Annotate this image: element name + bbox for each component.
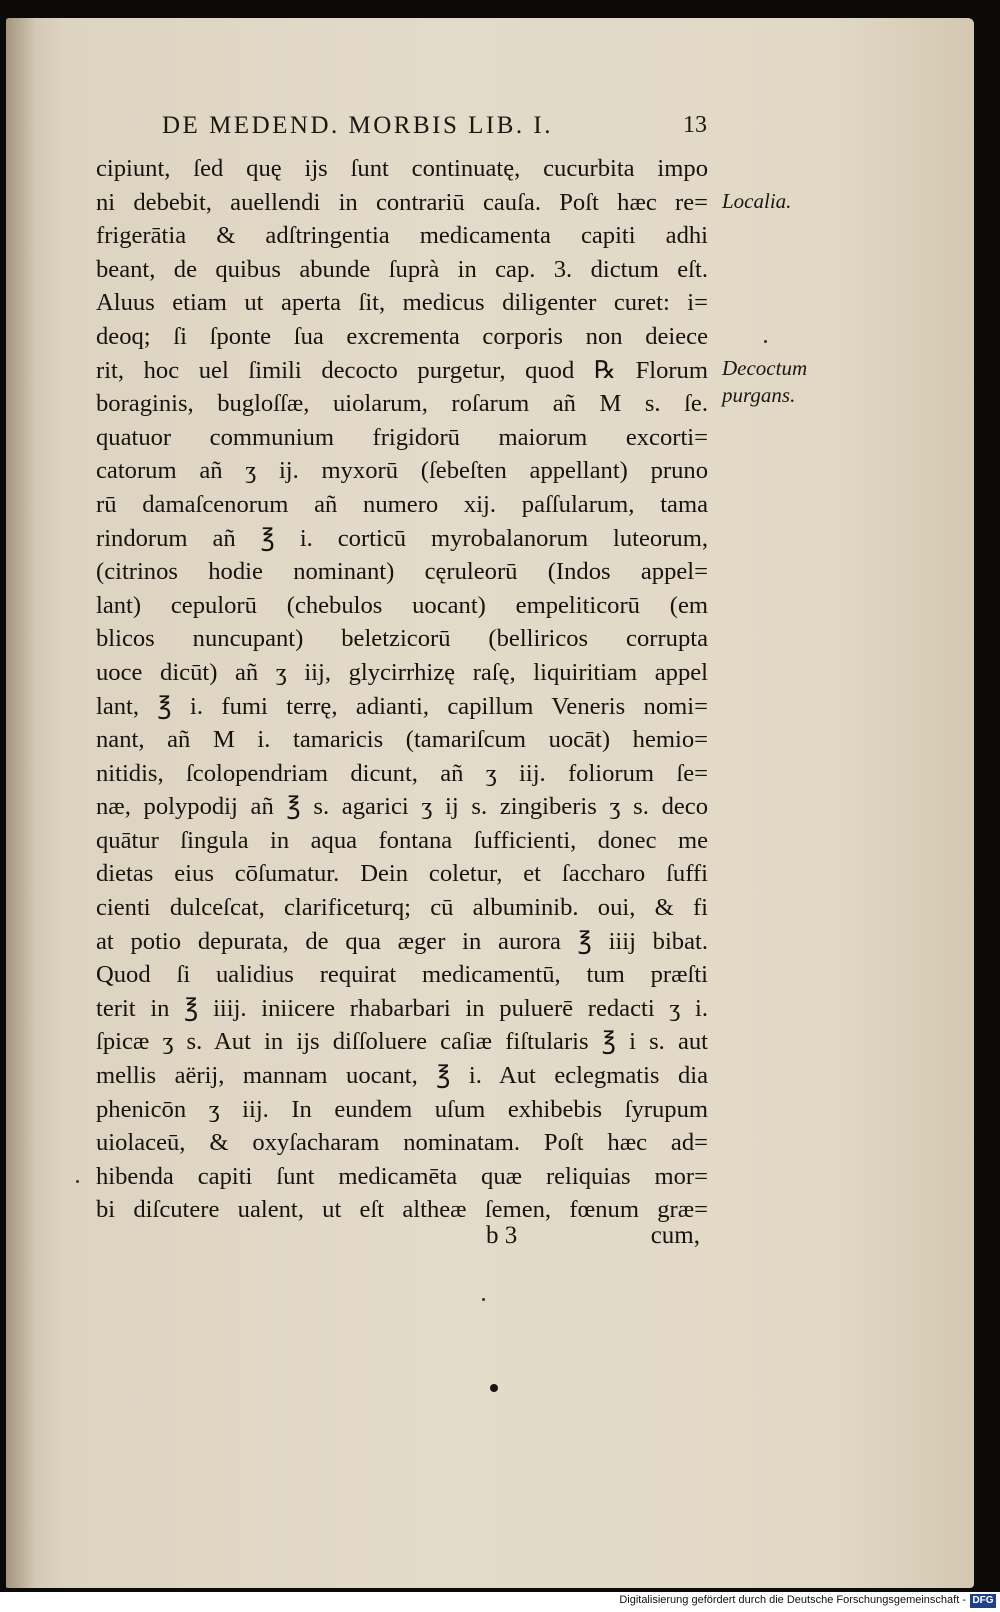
text-line: rindorum añ ℥ i. corticū myrobalanorum luteorum,: [96, 524, 708, 552]
text-line: mellis aërij, mannam uocant, ℥ i. Aut eclegmatis dia: [96, 1062, 708, 1090]
text-line: at potio depurata, de qua æger in aurora ℥ iiij bibat.: [96, 927, 708, 955]
text-line: rū damaſcenorum añ numero xij. paſſularum, tama: [96, 490, 708, 518]
footer-credit: Digitalisierung gefördert durch die Deutsche Forschungsgemeinschaft -: [619, 1594, 966, 1606]
marginal-note-line: purgans.: [722, 383, 796, 407]
text-line: nant, añ M i. tamaricis (tamariſcum uocāt) hemio=: [96, 726, 708, 754]
text-line: blicos nuncupant) beletzicorū (belliricos corrupta: [96, 625, 708, 653]
text-line: lant) cepulorū (chebulos uocant) empeliticorū (em: [96, 591, 708, 619]
marginal-note-decoctum: [722, 355, 807, 409]
text-line: uoce dicūt) añ ʒ iij, glycirrhizę raſę, liquiritiam appel: [96, 658, 708, 686]
text-line: quātur ſingula in aqua fontana ſufficienti, donec me: [96, 826, 708, 854]
paper-speck: [482, 1298, 485, 1301]
text-line: (citrinos hodie nominant) cęruleorū (Indos appel=: [96, 558, 708, 586]
dfg-logo: DFG: [970, 1594, 996, 1608]
text-line: deoq; ſi ſponte ſua excrementa corporis non deiece: [96, 322, 708, 350]
text-line: rit, hoc uel ſimili decocto purgetur, quod ℞ Florum: [96, 356, 708, 384]
ink-dot: [490, 1384, 498, 1392]
text-line: cipiunt, ſed quę ijs ſunt continuatę, cucurbita impo: [96, 155, 708, 182]
text-line: cienti dulceſcat, clarificeturq; cū albuminib. oui, & fi: [96, 894, 708, 922]
text-line: hibenda capiti ſunt medicamēta quæ reliquias mor=: [96, 1162, 708, 1190]
text-line: Quod ſi ualidius requirat medicamentū, tum præſti: [96, 961, 708, 989]
catchword: cum,: [650, 1222, 700, 1249]
running-head: DE MEDEND. MORBIS LIB. I.: [162, 112, 553, 139]
gutter-shadow: [6, 18, 36, 1588]
text-line: boraginis, bugloſſæ, uiolarum, roſarum añ M s. ſe.: [96, 390, 708, 418]
text-line: frigerātia & adſtringentia medicamenta capiti adhi: [96, 222, 708, 250]
signature-mark: b 3: [486, 1222, 518, 1249]
text-line: quatuor communium frigidorū maiorum excorti=: [96, 423, 708, 451]
folio-number: 13: [683, 112, 707, 138]
paper-speck: [764, 340, 767, 343]
text-line: ni debebit, auellendi in contrariū cauſa. Poſt hæc re=: [96, 188, 708, 216]
text-line: Aluus etiam ut aperta ſit, medicus diligenter curet: i=: [96, 289, 708, 317]
text-line: næ, polypodij añ ℥ s. agarici ʒ ij s. zingiberis ʒ s. deco: [96, 793, 708, 821]
text-line: bi diſcutere ualent, ut eſt altheæ ſemen, fœnum græ=: [96, 1196, 708, 1224]
paper-speck: [76, 1180, 79, 1183]
text-line: terit in ℥ iiij. iniicere rhabarbari in puluerē redacti ʒ i.: [96, 994, 708, 1022]
text-line: beant, de quibus abunde ſuprà in cap. 3. dictum eſt.: [96, 255, 708, 283]
marginal-note-localia: Localia.: [722, 189, 792, 213]
text-line: ſpicæ ʒ s. Aut in ijs diſſoluere caſiæ fiſtularis ℥ i s. aut: [96, 1028, 708, 1056]
main-text-block: [96, 152, 708, 1227]
text-line: dietas eius cōſumatur. Dein coletur, et ſaccharo ſuffi: [96, 860, 708, 888]
text-line: catorum añ ʒ ij. myxorū (ſebeſten appellant) pruno: [96, 457, 708, 485]
marginal-note-line: Decoctum: [722, 356, 808, 380]
page-foot-line: [96, 1222, 708, 1256]
text-line: uiolaceū, & oxyſacharam nominatam. Poſt hæc ad=: [96, 1129, 708, 1157]
text-line: phenicōn ʒ iij. In eundem uſum exhibebis ſyrupum: [96, 1095, 708, 1123]
text-line: lant, ℥ i. fumi terrę, adianti, capillum Veneris nomi=: [96, 692, 708, 720]
text-line: nitidis, ſcolopendriam dicunt, añ ʒ iij. foliorum ſe=: [96, 759, 708, 787]
